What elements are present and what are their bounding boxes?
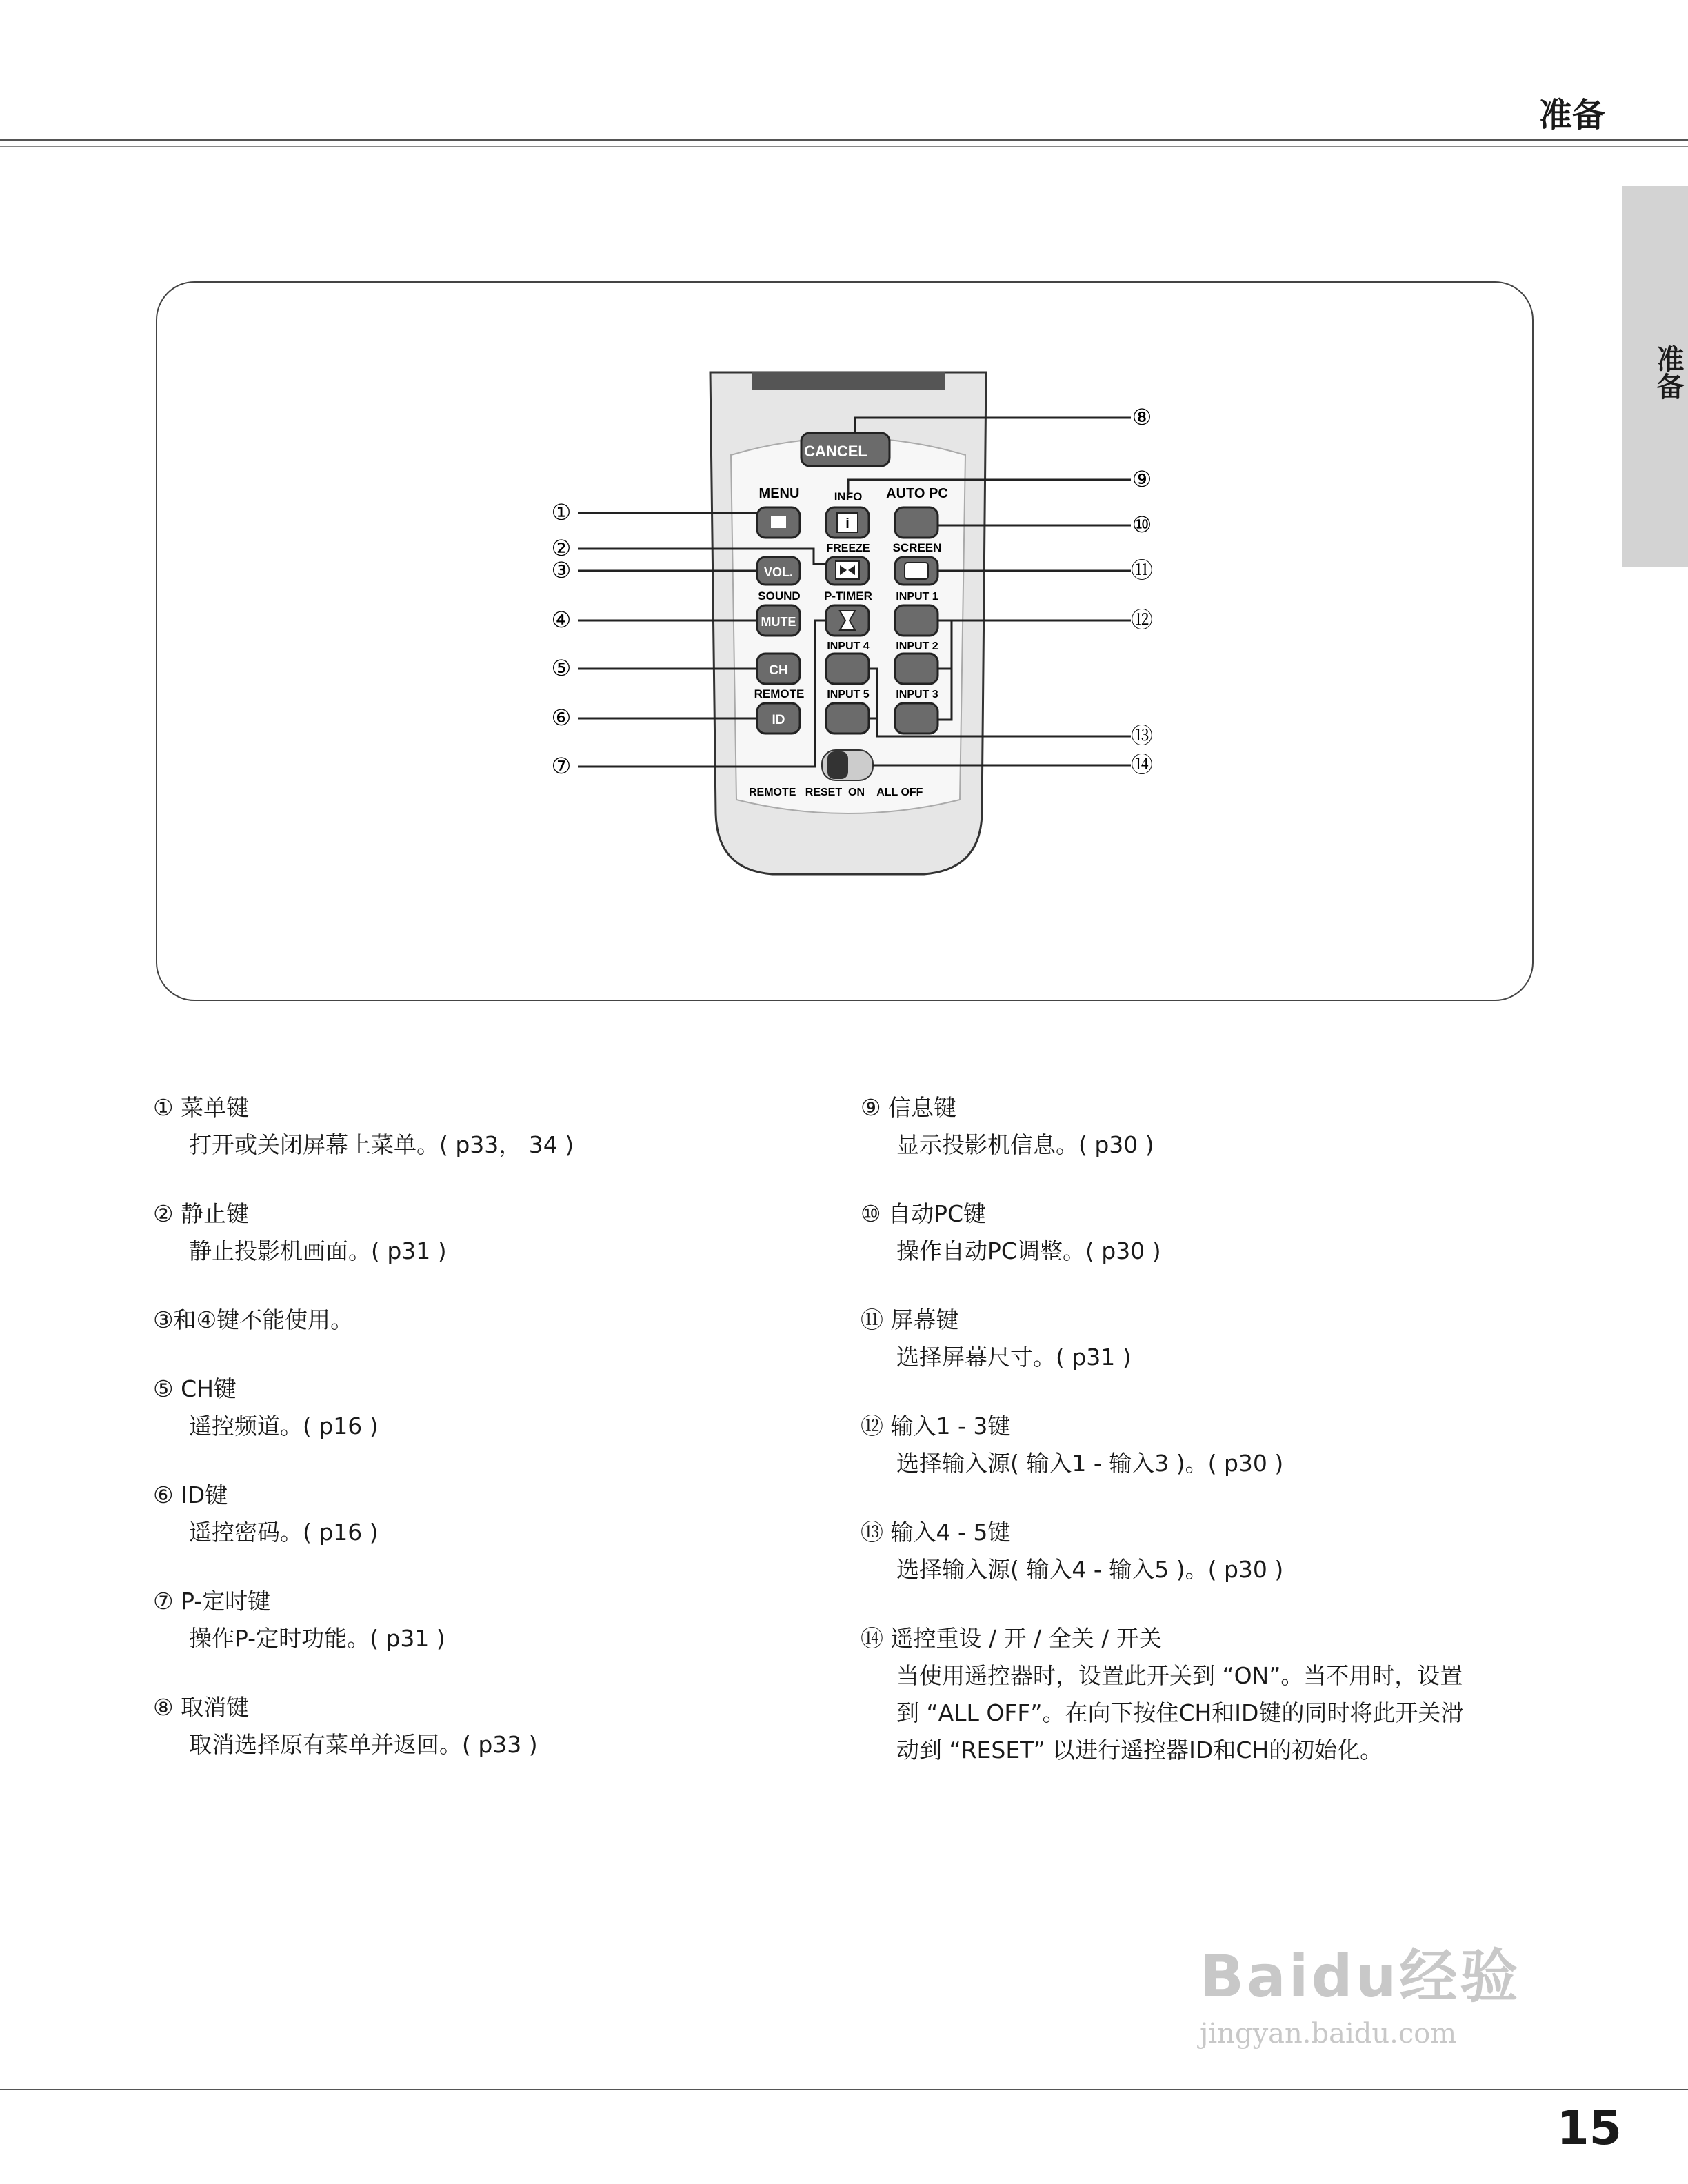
callout-12: ⑫ <box>1130 607 1154 632</box>
input2-label: INPUT 2 <box>896 640 938 652</box>
list-item <box>861 1089 1550 1164</box>
list-item <box>153 1302 815 1339</box>
item-desc: 遥控密码。( p16 ) <box>189 1519 379 1546</box>
item-desc-line: 到 “ALL OFF”。在向下按住CH和ID键的同时将此开关滑 <box>896 1699 1464 1726</box>
list-item <box>861 1408 1550 1482</box>
page-number: 15 <box>1556 2101 1622 2156</box>
item-desc-line: 当使用遥控器时，设置此开关到 “ON”。当不用时，设置 <box>896 1662 1463 1689</box>
list-item <box>153 1089 815 1164</box>
input3-button[interactable] <box>895 703 938 734</box>
info-label: INFO <box>834 490 863 503</box>
mute-label: MUTE <box>761 615 796 629</box>
item-desc: 取消选择原有菜单并返回。( p33 ) <box>189 1731 538 1758</box>
list-item <box>861 1620 1550 1769</box>
list-item <box>153 1195 815 1270</box>
item-title: ⑥ ID键 <box>153 1482 228 1508</box>
item-desc: 操作自动PC调整。( p30 ) <box>896 1237 1161 1264</box>
watermark-logo: Baidu经验 <box>1200 1943 1521 2010</box>
p-timer-label: P-TIMER <box>824 589 872 603</box>
callout-6: ⑥ <box>551 705 572 730</box>
callout-5: ⑤ <box>551 656 572 680</box>
callout-10: ⑩ <box>1132 512 1152 537</box>
callout-8: ⑧ <box>1132 405 1152 429</box>
input4-label: INPUT 4 <box>827 640 870 652</box>
watermark <box>1200 1930 1520 2050</box>
sound-label: SOUND <box>758 589 801 603</box>
list-item <box>861 1195 1550 1270</box>
screen-label: SCREEN <box>892 541 942 554</box>
callout-14: ⑭ <box>1130 752 1154 777</box>
item-title: ⑪ 屏幕键 <box>861 1306 959 1333</box>
side-tab-label: 准备 <box>1652 345 1684 400</box>
watermark-url: jingyan.baidu.com <box>1200 2018 1457 2050</box>
item-title: ② 静止键 <box>153 1200 250 1227</box>
callout-13: ⑬ <box>1130 723 1154 748</box>
switch-label: REMOTE RESET ON ALL OFF <box>749 787 923 798</box>
callout-2: ② <box>551 536 572 560</box>
item-title: ⑩ 自动PC键 <box>861 1200 987 1227</box>
item-title: ⑨ 信息键 <box>861 1094 957 1121</box>
remote-top-window <box>752 372 945 390</box>
right-column <box>861 1089 1550 1801</box>
item-desc: 选择输入源( 输入4 - 输入5 )。( p30 ) <box>896 1556 1284 1583</box>
item-title: ⑦ P-定时键 <box>153 1588 271 1615</box>
item-desc: 显示投影机信息。( p30 ) <box>896 1131 1154 1158</box>
input1-button[interactable] <box>895 605 938 636</box>
left-column <box>153 1089 815 1795</box>
list-item <box>153 1689 815 1763</box>
input2-button[interactable] <box>895 654 938 684</box>
item-title: ⑬ 输入4 - 5键 <box>861 1519 1011 1546</box>
item-desc: 选择屏幕尺寸。( p31 ) <box>896 1344 1132 1371</box>
freeze-label: FREEZE <box>826 543 870 554</box>
auto-pc-label: AUTO PC <box>886 486 948 501</box>
vol-label: VOL. <box>763 565 794 579</box>
callout-7: ⑦ <box>551 754 572 778</box>
menu-label: MENU <box>758 486 800 501</box>
input5-button[interactable] <box>826 703 869 734</box>
list-item <box>861 1302 1550 1376</box>
item-desc: 操作P-定时功能。( p31 ) <box>189 1625 445 1652</box>
list-item <box>861 1514 1550 1588</box>
list-item <box>153 1477 815 1551</box>
item-title: ⑧ 取消键 <box>153 1694 250 1721</box>
freeze-icon-box <box>836 561 859 579</box>
cancel-label: CANCEL <box>804 443 867 460</box>
input5-label: INPUT 5 <box>827 689 870 700</box>
item-desc-line: 动到 “RESET” 以进行遥控器ID和CH的初始化。 <box>896 1737 1383 1763</box>
screen-icon <box>905 563 928 579</box>
item-desc: 选择输入源( 输入1 - 输入3 )。( p30 ) <box>896 1450 1284 1477</box>
input3-label: INPUT 3 <box>896 689 938 700</box>
item-title: ⑫ 输入1 - 3键 <box>861 1413 1011 1439</box>
remote-diagram <box>0 0 1688 1007</box>
item-desc: 静止投影机画面。( p31 ) <box>189 1237 447 1264</box>
list-item <box>153 1371 815 1445</box>
callout-3: ③ <box>551 558 572 583</box>
list-item <box>153 1583 815 1657</box>
remote-switch-knob[interactable] <box>827 751 848 779</box>
menu-icon <box>771 516 786 528</box>
auto-pc-button[interactable] <box>895 507 938 538</box>
item-desc: 打开或关闭屏幕上菜单。( p33， 34 ) <box>189 1131 574 1158</box>
ch-label: CH <box>769 663 788 678</box>
item-note: ③和④键不能使用。 <box>153 1306 354 1333</box>
callout-9: ⑨ <box>1132 467 1152 492</box>
section-title: 准备 <box>1538 96 1605 134</box>
info-icon: i <box>845 516 850 532</box>
item-title: ⑭ 遥控重设 / 开 / 全关 / 开关 <box>861 1625 1162 1652</box>
callout-1: ① <box>551 500 572 525</box>
footer-rule <box>0 2089 1688 2090</box>
input1-label: INPUT 1 <box>896 591 938 603</box>
id-label: ID <box>772 713 785 727</box>
input4-button[interactable] <box>826 654 869 684</box>
item-title: ⑤ CH键 <box>153 1375 237 1402</box>
remote-id-label: REMOTE <box>754 687 805 700</box>
item-desc: 遥控频道。( p16 ) <box>189 1413 379 1439</box>
item-title: ① 菜单键 <box>153 1094 250 1121</box>
callout-11: ⑪ <box>1130 558 1154 583</box>
callout-4: ④ <box>551 607 572 632</box>
